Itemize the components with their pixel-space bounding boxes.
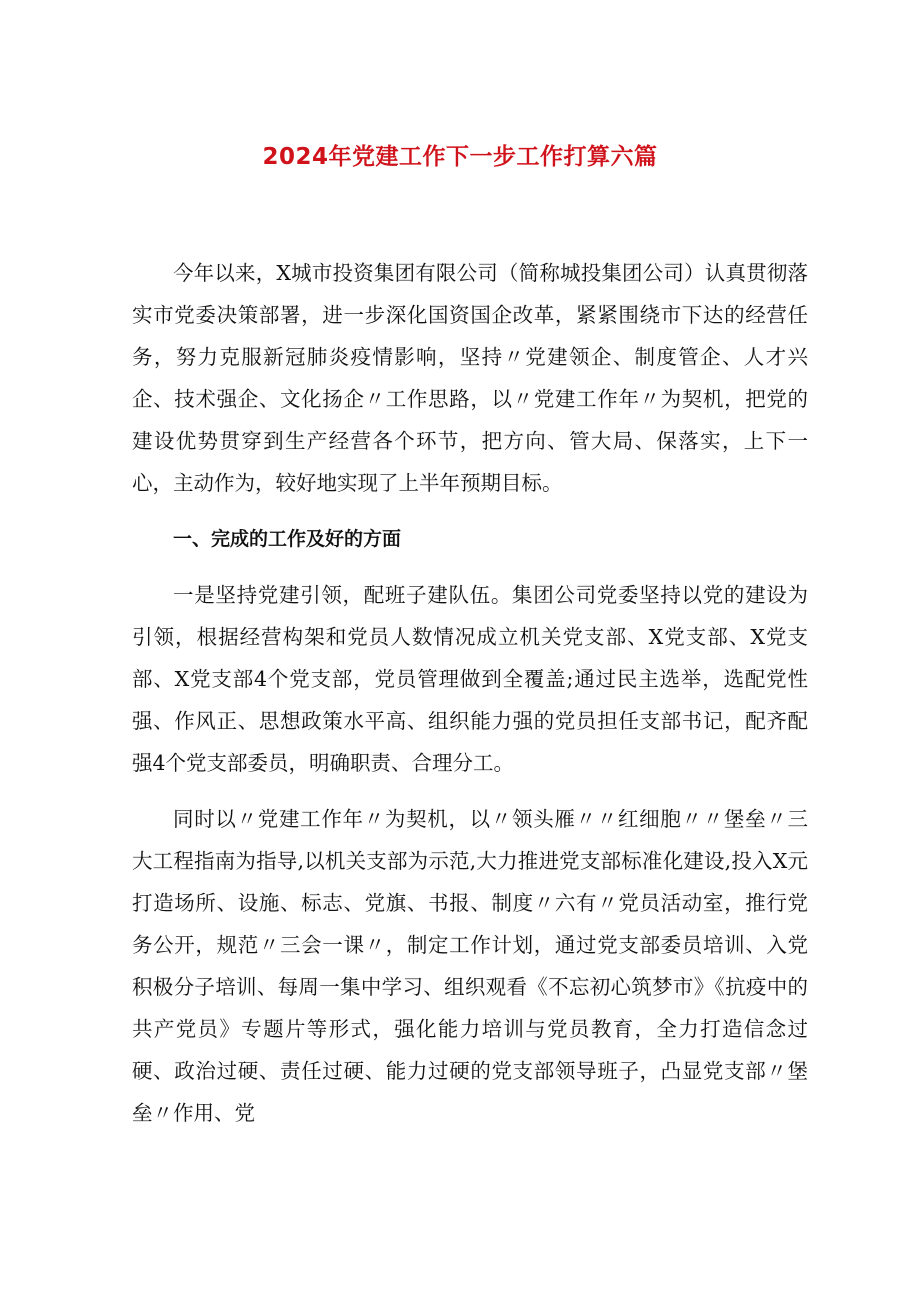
paragraph-intro: 今年以来，X城市投资集团有限公司（简称城投集团公司）认真贯彻落实市党委决策部署，进一步深化国资国企改革，紧紧围绕市下达的经营任务，努力克服新冠肺炎疫情影响，坚持〃党建领企、制度管企、人才兴企、技术强企、文化扬企〃工作思路，以〃党建工作年〃为契机，把党的建设优势贯穿到生产经营各个环节，把方向、管大局、保落实，上下一心，主动作为，较好地实现了上半年预期目标。 xyxy=(132,261,808,495)
document-body xyxy=(132,252,808,1148)
section-heading: 一、完成的工作及好的方面 xyxy=(173,528,402,550)
paragraph-standardization: 同时以〃党建工作年〃为契机，以〃领头雁〃〃红细胞〃〃堡垒〃三大工程指南为指导,以机关支部为示范,大力推进党支部标准化建设,投入X元打造场所、设施、标志、党旗、书报、制度〃六有〃党员活动室，推行党务公开，规范〃三会一课〃，制定工作计划，通过党支部委员培训、入党积极分子培训、每周一集中学习、组织观看《不忘初心筑梦市》《抗疫中的共产党员》专题片等形式，强化能力培训与党员教育，全力打造信念过硬、政治过硬、责任过硬、能力过硬的党支部领导班子，凸显党支部〃堡垒〃作用、党 xyxy=(132,807,808,1125)
document-title: 2024年党建工作下一步工作打算六篇 xyxy=(262,144,658,170)
paragraph-leadership: 一是坚持党建引领，配班子建队伍。集团公司党委坚持以党的建设为引领，根据经营构架和党员人数情况成立机关党支部、X党支部、X党支部、X党支部4个党支部，党员管理做到全覆盖;通过民主选举，选配党性强、作风正、思想政策水平高、组织能力强的党员担任支部书记，配齐配强4个党支部委员，明确职责、合理分工。 xyxy=(132,583,808,775)
